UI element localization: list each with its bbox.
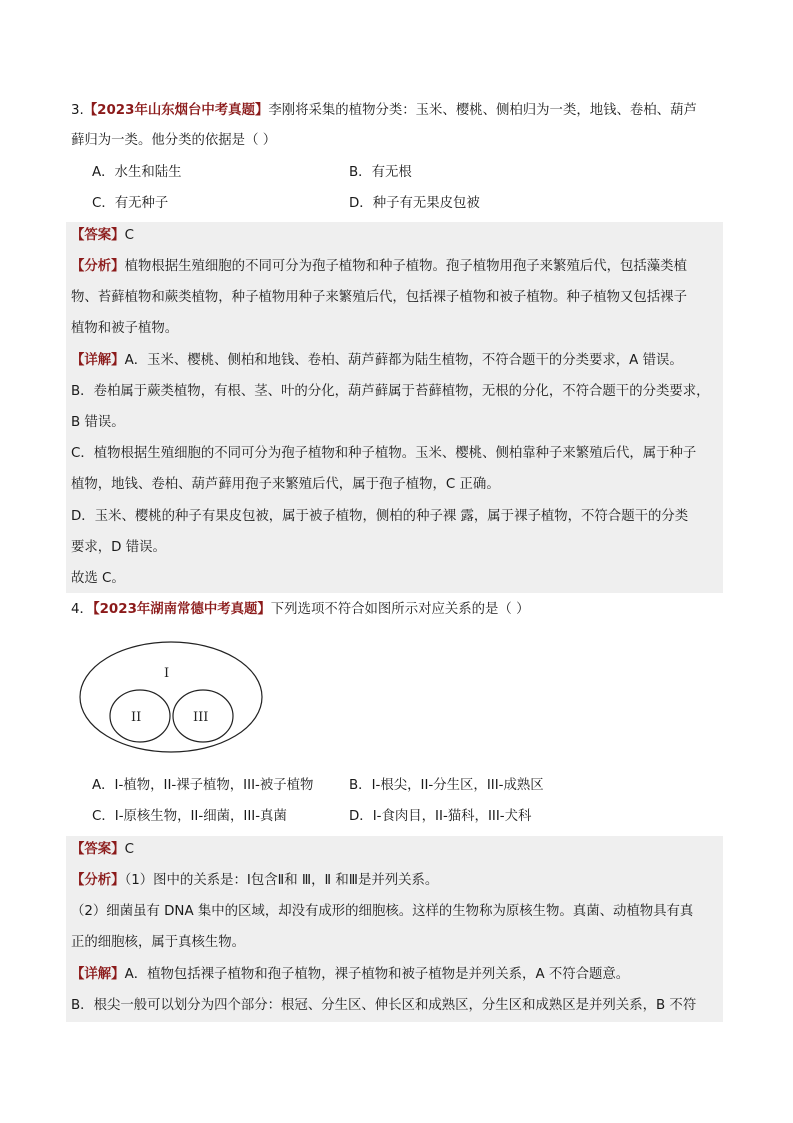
- q3-analysis-tag: 【分析】: [71, 259, 125, 274]
- q3-detail-line2: B．卷柏属于蕨类植物，有根、茎、叶的分化，葫芦藓属于苔藓植物，无根的分化，不符合题干的分类要求，: [71, 384, 710, 399]
- q4-analysis-line3: 正的细胞核，属于真核生物。: [71, 935, 246, 950]
- q3-detail-line4: C．植物根据生殖细胞的不同可分为孢子植物和种子植物。玉米、樱桃、侧柏靠种子来繁殖后代，属于种子: [71, 446, 697, 461]
- q4-option-b: B．I-根尖，II-分生区，III-成熟区: [349, 778, 544, 793]
- q4-analysis-text1: （1）图中的关系是：Ⅰ包含Ⅱ和 Ⅲ，Ⅱ 和Ⅲ是并列关系。: [124, 873, 439, 888]
- q4-answer-value: C: [124, 842, 134, 857]
- q4-detail-line2: B．根尖一般可以划分为四个部分：根冠、分生区、伸长区和成熟区，分生区和成熟区是并列关系，B 不符: [71, 998, 697, 1013]
- q3-detail-text1: A．玉米、樱桃、侧柏和地钱、卷柏、葫芦藓都为陆生植物，不符合题干的分类要求，A 错误。: [124, 353, 683, 368]
- q3-detail-line5: 植物，地钱、卷柏、葫芦藓用孢子来繁殖后代，属于孢子植物，C 正确。: [71, 477, 500, 492]
- q3-detail-line6: D．玉米、樱桃的种子有果皮包被，属于被子植物，侧柏的种子裸 露，属于裸子植物，不符合题干的分类: [71, 509, 689, 524]
- outer-ellipse: [80, 642, 262, 752]
- q3-analysis-line3: 植物和被子植物。: [71, 321, 179, 336]
- q3-number: 3.: [71, 103, 84, 118]
- q3-answer-value: C: [124, 228, 134, 243]
- q4-stem-text: 下列选项不符合如图所示对应关系的是（ ）: [270, 602, 530, 617]
- q3-answer-tag: 【答案】: [71, 228, 125, 243]
- q4-detail-line1: [71, 966, 629, 984]
- q4-analysis-line2: （2）细菌虽有 DNA 集中的区域，却没有成形的细胞核。这样的生物称为原核生物。真菌、动植物具有真: [71, 904, 694, 919]
- q4-option-a: A．I-植物，II-裸子植物，III-被子植物: [92, 778, 314, 793]
- q3-detail-line3: B 错误。: [71, 415, 125, 430]
- q4-answer-tag: 【答案】: [71, 842, 125, 857]
- q3-solution-panel: [66, 222, 723, 593]
- q3-option-c: C．有无种子: [92, 196, 169, 211]
- q3-stem-line1: [71, 102, 697, 120]
- q4-source: 【2023年湖南常德中考真题】: [92, 602, 271, 617]
- q4-number: 4．: [71, 602, 93, 617]
- label-iii: III: [193, 710, 209, 725]
- q3-answer: [71, 227, 134, 245]
- q3-conclusion: 故选 C。: [71, 571, 125, 586]
- q4-analysis-line1: [71, 872, 438, 890]
- q3-option-a: A．水生和陆生: [92, 165, 182, 180]
- q3-analysis-line2: 物、苔藓植物和蕨类植物，种子植物用种子来繁殖后代，包括裸子植物和被子植物。种子植物又包括裸子: [71, 290, 687, 305]
- q4-analysis-tag: 【分析】: [71, 873, 125, 888]
- q3-analysis-line1: [71, 258, 687, 276]
- q3-detail-line7: 要求，D 错误。: [71, 540, 166, 555]
- q4-stem: [71, 601, 529, 619]
- q4-option-c: C．I-原核生物，II-细菌，III-真菌: [92, 809, 287, 824]
- venn-diagram: [78, 640, 268, 760]
- label-i: I: [164, 666, 170, 681]
- q3-detail-tag: 【详解】: [71, 353, 125, 368]
- q3-stem-line2: 藓归为一类。他分类的依据是（ ）: [71, 133, 277, 148]
- q3-stem-text: 李刚将采集的植物分类：玉米、樱桃、侧柏归为一类，地钱、卷柏、葫芦: [268, 103, 697, 118]
- q3-source: 【2023年山东烟台中考真题】: [83, 103, 269, 118]
- q4-option-d: D．I-食肉目，II-猫科，III-犬科: [349, 809, 532, 824]
- label-ii: II: [131, 710, 142, 725]
- q4-solution-panel: [66, 836, 723, 1022]
- q3-analysis-text1: 植物根据生殖细胞的不同可分为孢子植物和种子植物。孢子植物用孢子来繁殖后代，包括藻类植: [124, 259, 687, 274]
- q3-detail-line1: [71, 352, 683, 370]
- q4-detail-tag: 【详解】: [71, 967, 125, 982]
- q3-option-b: B．有无根: [349, 165, 412, 180]
- q4-answer: [71, 841, 134, 859]
- q4-detail-text1: A．植物包括裸子植物和孢子植物，裸子植物和被子植物是并列关系，A 不符合题意。: [124, 967, 630, 982]
- q3-option-d: D．种子有无果皮包被: [349, 196, 480, 211]
